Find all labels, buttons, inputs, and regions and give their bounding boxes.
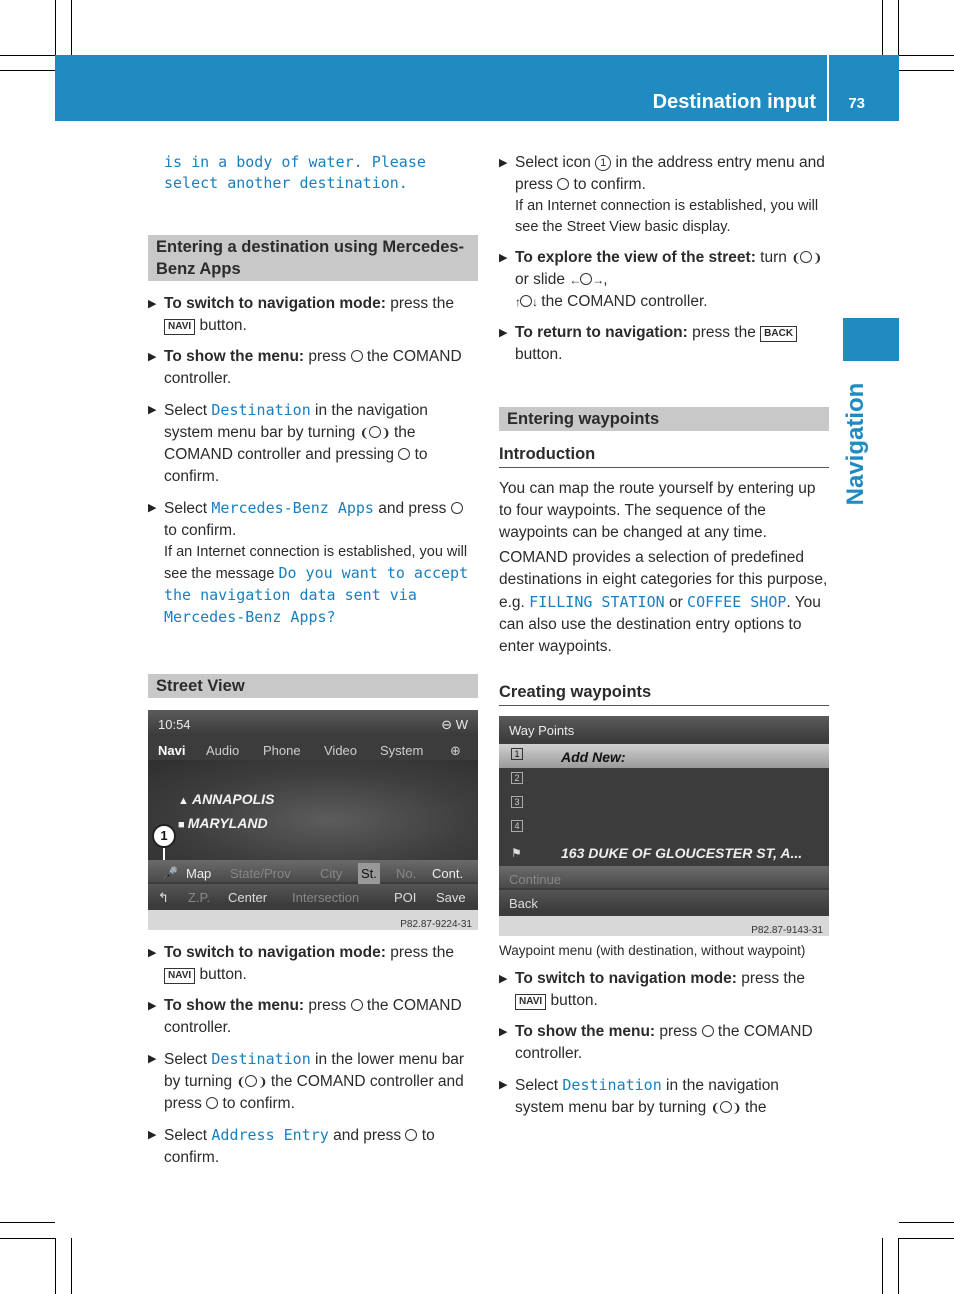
step: ▶ Select Address Entry and press to confirm.	[148, 1126, 435, 1166]
step: ▶ To switch to navigation mode: press the NAVI button.	[499, 970, 805, 1009]
navi-key-icon: NAVI	[515, 994, 546, 1010]
press-controller-icon	[702, 1025, 714, 1037]
chapter-tab	[843, 318, 899, 361]
image-reference: P82.87-9224-31	[148, 910, 478, 930]
mic-icon: 🎤	[162, 866, 179, 881]
header-divider	[827, 55, 829, 121]
turn-controller-icon: ❨ ❩	[710, 1101, 741, 1115]
crop-mark	[899, 70, 954, 71]
figure-caption: Waypoint menu (with destination, without waypoint)	[499, 943, 806, 958]
page-number: 73	[848, 95, 865, 112]
step: ▶ Select icon 1 in the address entry menu and press to confirm. If an Internet connection is established, you will see the Street View basic display.	[499, 154, 825, 235]
screen-title-bar: Way Points	[499, 716, 829, 742]
waypoint-row: 4	[499, 816, 829, 840]
press-controller-icon	[398, 448, 410, 460]
press-controller-icon	[206, 1097, 218, 1109]
step: ▶ To show the menu: press the COMAND controller.	[148, 997, 462, 1036]
globe-icon: ⊕	[450, 743, 461, 758]
continued-message: is in a body of water. Please select another destination.	[164, 153, 426, 192]
crop-mark	[0, 70, 55, 71]
section-heading-waypoints: Entering waypoints	[499, 407, 829, 431]
press-controller-icon	[557, 178, 569, 190]
step: ▶ To explore the view of the street: turn ❨ ❩ or slide ← →, ↑ ↓ the COMAND controller.	[499, 247, 829, 313]
press-controller-icon	[451, 502, 463, 514]
step: ▶ To switch to navigation mode: press the NAVI button.	[148, 295, 454, 334]
crop-mark	[55, 1238, 56, 1294]
crop-mark	[71, 1238, 72, 1294]
back-arrow-icon: ↰	[158, 890, 169, 905]
crop-mark	[882, 1238, 883, 1294]
back-key-icon: BACK	[760, 326, 797, 342]
crop-mark	[0, 1222, 55, 1223]
crop-mark	[882, 0, 883, 55]
waypoint-row: 1 Add New:	[499, 744, 829, 768]
page-header	[55, 55, 899, 121]
left-column	[148, 152, 478, 1178]
step: ▶ Select Destination in the navigation system menu bar by turning ❨ ❩ the	[499, 1074, 829, 1119]
screen-main-menu: Navi Audio Phone Video System ⊕	[148, 738, 478, 760]
crop-mark	[898, 1238, 899, 1294]
intro-paragraph: You can map the route yourself by entering up to four waypoints. The sequence of the waypoints can be changed at any time.	[499, 480, 816, 541]
crop-mark	[55, 0, 56, 55]
screen-menu-row-1: 🎤 Map State/Prov City St. No. Cont.	[148, 860, 478, 882]
press-controller-icon	[351, 350, 363, 362]
chapter-label: Navigation	[842, 382, 869, 506]
turn-controller-icon: ❨ ❩	[359, 426, 390, 440]
right-column	[499, 152, 829, 1128]
waypoint-row: 3	[499, 792, 829, 816]
subheading-creating-waypoints: Creating waypoints	[499, 681, 829, 706]
page-title: Destination input	[652, 91, 816, 113]
subheading-introduction: Introduction	[499, 443, 829, 468]
turn-controller-icon: ❨ ❩	[791, 251, 822, 265]
screen-back-row: Back	[499, 890, 829, 912]
crop-mark	[71, 0, 72, 55]
screen-status-bar: 10:54 ⊖ W	[148, 710, 478, 736]
checkered-flag-icon: ⚑	[511, 846, 522, 860]
crop-mark	[899, 55, 954, 56]
slide-up-down-icon: ↑ ↓	[515, 295, 537, 309]
crop-mark	[899, 1238, 954, 1239]
waypoints-screenshot	[499, 716, 829, 936]
section-heading-mb-apps: Entering a destination using Mercedes-Benz Apps	[148, 235, 478, 281]
step: ▶ To show the menu: press the COMAND controller.	[499, 1023, 813, 1062]
waypoint-row: ⚑ 163 DUKE OF GLOUCESTER ST, A...	[499, 840, 829, 864]
crop-mark	[0, 1238, 55, 1239]
press-controller-icon	[351, 999, 363, 1011]
step: ▶ Select Destination in the lower menu bar by turning ❨ ❩ the COMAND controller and press to confirm.	[148, 1050, 465, 1112]
intro-paragraph-2: COMAND provides a selection of predefined destinations in eight categories for this purpose, e.g. FILLING STATION or COFFEE SHOP. You can also use the destination entry options to enter waypoints.	[499, 549, 828, 655]
navi-key-icon: NAVI	[164, 319, 195, 335]
street-view-screenshot: 10:54 ⊖ W Navi Audio Phone Video System ⊕ ▲ ANNAPOLIS ■ MARYLAND 1 🎤 Map State/Prov City St. No. Cont. ↰ Z.P. Center Intersection POI Save P82.87-9224-31	[148, 710, 478, 930]
step: ▶ To show the menu: press the COMAND controller.	[148, 348, 462, 387]
image-reference: P82.87-9143-31	[499, 916, 829, 936]
crop-mark	[898, 0, 899, 55]
slide-left-right-icon: ← →	[569, 273, 604, 287]
step: ▶ Select Mercedes-Benz Apps and press to confirm. If an Internet connection is established, you will see the message Do you want to accept the navigation data sent via Mercedes-Benz Apps?	[148, 499, 469, 626]
waypoint-row: 2	[499, 768, 829, 792]
crop-mark	[899, 1222, 954, 1223]
section-heading-street-view: Street View	[148, 674, 478, 698]
step: ▶ To switch to navigation mode: press the NAVI button.	[148, 944, 454, 983]
step: ▶ To return to navigation: press the BACK button.	[499, 322, 829, 366]
navi-key-icon: NAVI	[164, 968, 195, 984]
turn-controller-icon: ❨ ❩	[236, 1075, 267, 1089]
crop-mark	[0, 55, 55, 56]
callout-1: 1	[152, 824, 176, 848]
press-controller-icon	[405, 1129, 417, 1141]
screen-continue-row: Continue	[499, 866, 829, 888]
circled-number-icon: 1	[595, 155, 611, 171]
screen-menu-row-2: ↰ Z.P. Center Intersection POI Save	[148, 884, 478, 906]
step: ▶ Select Destination in the navigation system menu bar by turning ❨ ❩ the COMAND controller and pressing to confirm.	[148, 401, 428, 485]
